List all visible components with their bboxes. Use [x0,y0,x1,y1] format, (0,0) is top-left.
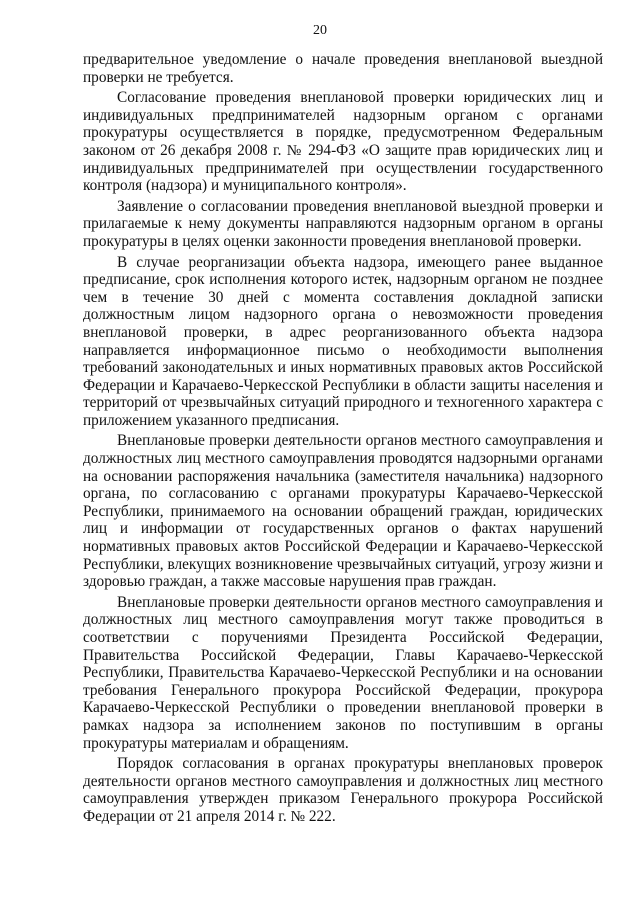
paragraph-application: Заявление о согласовании проведения внеплановой выездной проверки и прилагаемые к нему документы направляются надзорным органом в органы прокуратуры в целях оценки законности проведения внеплановой проверки. [83,197,603,250]
paragraph-continuation: предварительное уведомление о начале проведения внеплановой выездной проверки не требуется. [83,51,603,86]
paragraph-approval-legal-entities: Согласование проведения внеплановой проверки юридических лиц и индивидуальных предпринимателей надзорным органом с органами прокуратуры осуществляется в порядке, предусмотренном Федеральным законом от 26 декабря 2008 г. № 294-ФЗ «О защите прав юридических лиц и индивидуальных предпринимателей при осуществлении государственного контроля (надзора) и муниципального контроля». [83,89,603,195]
paragraph-local-government-inspections: Внеплановые проверки деятельности органов местного самоуправления и должностных лиц местного самоуправления проводятся надзорными органами на основании распоряжения начальника (заместителя начальника) надзорного органа, по согласованию с органами прокуратуры Карачаево-Черкесской Республики, принимаемого на основании обращений граждан, юридических лиц и информации от государственных органов о фактах нарушений нормативных правовых актов Российской Федерации и Карачаево-Черкесской Республики, влекущих возникновение чрезвычайных ситуаций, угрозу жизни и здоровью граждан, а также массовые нарушения прав граждан. [83,432,603,591]
paragraph-reorganization: В случае реорганизации объекта надзора, имеющего ранее выданное предписание, срок исполнения которого истек, надзорным органом не позднее чем в течение 30 дней с момента составления докладной записки должностным лицом надзорного органа о невозможности проведения внеплановой проверки, в адрес реорганизованного объекта надзора направляется информационное письмо о необходимости выполнения требований законодательных и иных нормативных правовых актов Российской Федерации и Карачаево-Черкесской Республики в области защиты населения и территорий от чрезвычайных ситуаций природного и техногенного характера с приложением указанного предписания. [83,253,603,429]
page-number: 20 [313,23,327,38]
document-body [83,51,603,829]
paragraph-approval-procedure: Порядок согласования в органах прокуратуры внеплановых проверок деятельности органов местного самоуправления и должностных лиц местного самоуправления утвержден приказом Генерального прокурора Российской Федерации от 21 апреля 2014 г. № 222. [83,755,603,825]
paragraph-inspections-by-instructions: Внеплановые проверки деятельности органов местного самоуправления и должностных лиц местного самоуправления могут также проводиться в соответствии с поручениями Президента Российской Федерации, Правительства Российской Федерации, Главы Карачаево-Черкесской Республики, Правительства Карачаево-Черкесской Республики и на основании требования Генерального прокурора Российской Федерации, прокурора Карачаево-Черкесской Республики о проведении внеплановой проверки в рамках надзора за исполнением законов по поступившим в органы прокуратуры материалам и обращениям. [83,593,603,752]
